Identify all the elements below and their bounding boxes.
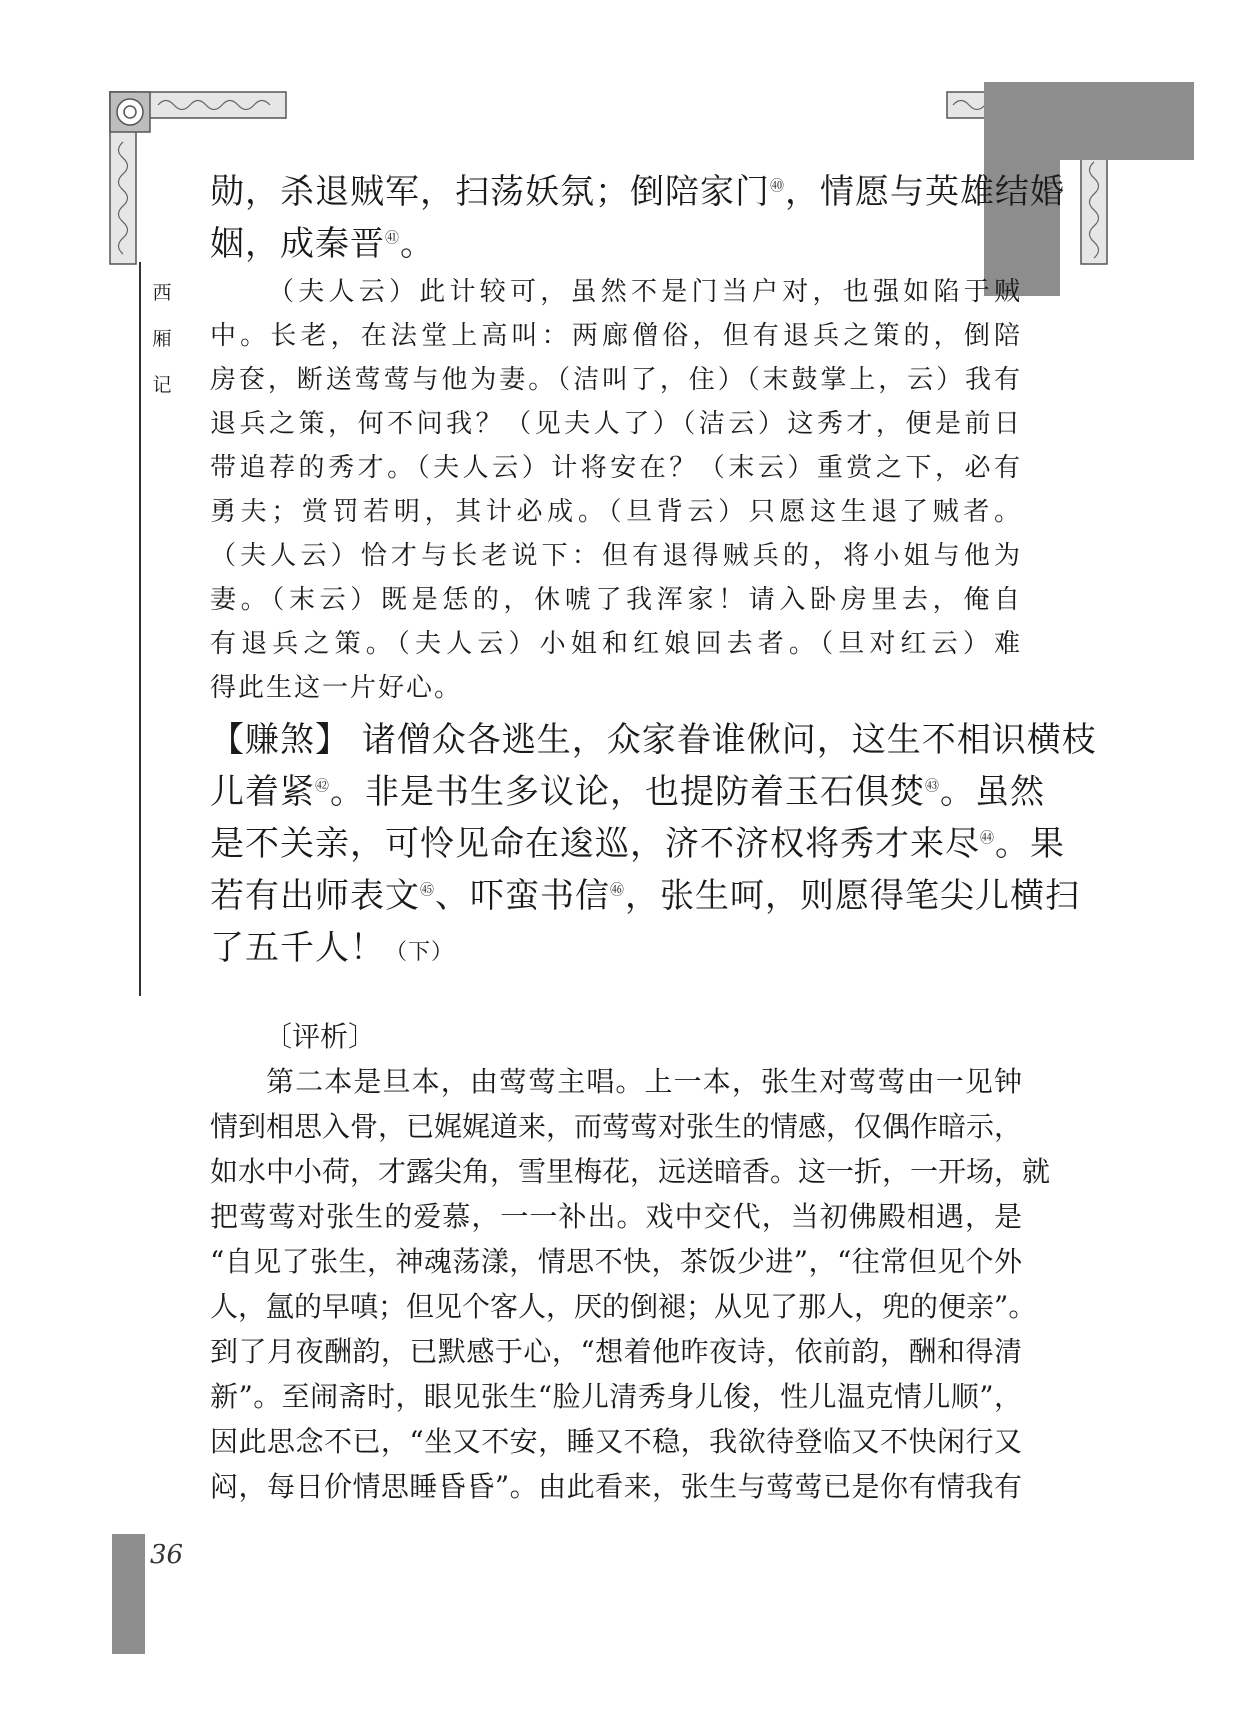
footnote-marker: ㊺ [420,882,435,899]
analysis-line: 因此思念不已，“坐又不安，睡又不稳，我欲待登临又不快闲行又 [210,1425,1022,1458]
running-title-char: 厢 [152,328,172,350]
analysis-heading: 〔评析〕 [264,1020,377,1053]
analysis-line: 闷，每日价情思睡昏昏”。由此看来，张生与莺莺已是你有情我有 [210,1470,1022,1503]
gray-tab-block-footer [112,1534,145,1654]
dialogue-line: 勇夫；赏罚若明，其计必成。（旦背云）只愿这生退了贼者。 [210,497,1022,527]
analysis-line: 新”。至闹斋时，眼见张生“脸儿清秀身儿俊，性儿温克情儿顺”， [210,1380,1022,1413]
lyric-line: 【赚煞】 诸僧众各逃生，众家眷谁偢问，这生不相识横枝 [210,720,1097,760]
lyric-line: 姻，成秦晋$^㊶$。 [210,224,435,264]
dialogue-block [210,270,1022,710]
lyric-line: 若有出师表文$^㊺$、吓蛮书信$^㊻$，张生呵，则愿得笔尖儿横扫 [210,876,1080,916]
lyric-line: 儿着紧$^㊷$。非是书生多议论，也提防着玉石俱焚$^㊸$。虽然 [210,772,1045,812]
lyric-line: 勋，杀退贼军，扫荡妖氛；倒陪家门$^㊵$，情愿与英雄结婚 [210,172,1065,212]
footnote-marker: ㊶ [385,230,400,247]
analysis-line: 人，氲的早嗔；但见个客人，厌的倒褪；从见了那人，兜的便亲”。 [210,1290,1037,1323]
dialogue-line: 妻。（末云）既是恁的，休唬了我浑家！请入卧房里去，俺自 [210,585,1022,615]
lyric-line: 是不关亲，可怜见命在逡巡，济不济权将秀才来尽$^㊹$。果 [210,824,1065,864]
lyric-block-top [210,166,1065,270]
footnote-marker: ㊹ [980,830,995,847]
running-title-char: 西 [152,282,172,304]
dialogue-line: （夫人云）此计较可，虽然不是门当户对，也强如陷于贼 [268,277,1022,307]
stage-direction: （下） [385,940,455,965]
analysis-line: 情到相思入骨，已娓娓道来，而莺莺对张生的情感，仅偶作暗示， [210,1110,1023,1143]
page-number: 36 [150,1540,184,1570]
footnote-marker: ㊵ [770,178,785,195]
footnote-marker: ㊷ [315,778,330,795]
margin-rule [139,262,141,996]
footnote-marker: ㊸ [925,778,940,795]
analysis-line: “自见了张生，神魂荡漾，情思不快，茶饭少进”，“往常但见个外 [210,1245,1022,1278]
analysis-line: 如水中小荷，才露尖角，雪里梅花，远送暗香。这一折，一开场，就 [210,1155,1051,1188]
lyric-block-bottom [210,714,1097,974]
analysis-section [210,1014,1051,1509]
dialogue-line: 得此生这一片好心。 [210,673,463,703]
analysis-line: 第二本是旦本，由莺莺主唱。上一本，张生对莺莺由一见钟 [266,1065,1022,1098]
running-title [147,270,177,408]
dialogue-line: 中。长老，在法堂上高叫：两廊僧俗，但有退兵之策的，倒陪 [210,321,1022,351]
analysis-line: 到了月夜酬韵，已默感于心，“想着他昨夜诗，依前韵，酬和得清 [210,1335,1022,1368]
dialogue-line: 带追荐的秀才。（夫人云）计将安在？（末云）重赏之下，必有 [210,453,1022,483]
footnote-marker: ㊻ [610,882,625,899]
dialogue-line: （夫人云）恰才与长老说下：但有退得贼兵的，将小姐与他为 [210,541,1022,571]
dialogue-line: 退兵之策，何不问我？（见夫人了）（洁云）这秀才，便是前日 [210,409,1022,439]
running-title-char: 记 [152,374,172,396]
analysis-line: 把莺莺对张生的爱慕，一一补出。戏中交代，当初佛殿相遇，是 [210,1200,1022,1233]
dialogue-line: 有退兵之策。（夫人云）小姐和红娘回去者。（旦对红云）难 [210,629,1022,659]
lyric-line: 了五千人！（下） [210,928,455,968]
dialogue-line: 房奁，断送莺莺与他为妻。（洁叫了，住）（末鼓掌上，云）我有 [210,365,1022,395]
